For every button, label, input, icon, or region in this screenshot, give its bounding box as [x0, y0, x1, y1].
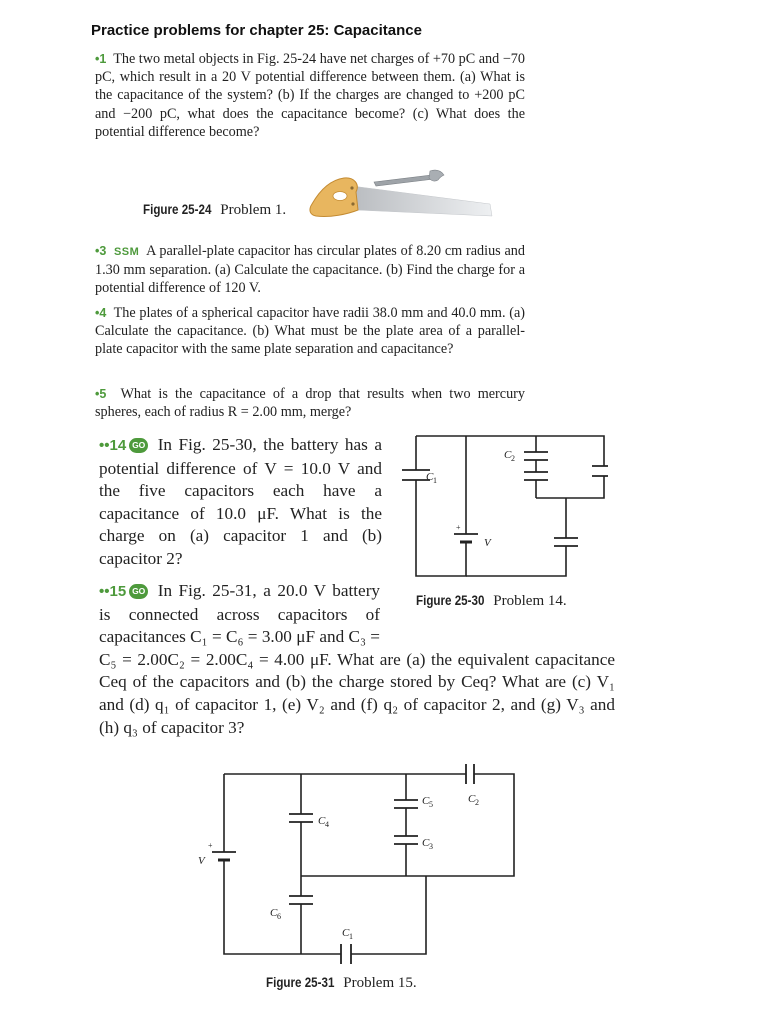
problem-number: •5	[95, 387, 107, 401]
figure-25-30-caption	[416, 593, 567, 610]
c4-subscript: 4	[325, 820, 329, 829]
problem-1	[95, 50, 525, 141]
figure-caption-text: Problem 15.	[343, 975, 417, 991]
c2-subscript: 2	[475, 798, 479, 807]
problem-14	[99, 434, 382, 571]
c1-label: C	[426, 471, 434, 483]
problem-3	[95, 242, 525, 298]
battery-plus-sign: +	[208, 841, 213, 850]
c3-label: C	[422, 837, 430, 849]
problem-number: ••14	[99, 437, 127, 454]
go-badge: GO	[129, 438, 148, 453]
problem-number: •1	[95, 52, 107, 66]
problem-text: What is the capacitance of a drop that results when two mercury spheres, each of radius R = 2.00 mm, merge?	[95, 386, 525, 421]
problem-text: In Fig. 25-31, a 20.0 V battery is connected across capacitors of capacitances C₁ = C₆ = 3.00 μF and C₃ = C₅ = 2.00C₂ = 2.00C₄ = 4.00 μF. What are (a) the equivalent capacitance Ceq of the capacitors and (b) the charge stored by Ceq? What are (c) V₁ and (d) q₁ of capacitor 1, (e) V₂ and (f) q₂ of capacitor 2, and (g) V₃ and (h) q₃ of capacitor 3?	[99, 581, 615, 737]
ssm-badge: SSM	[113, 246, 140, 258]
figure-label: Figure 25-24	[143, 202, 212, 217]
problem-text: The plates of a spherical capacitor have radii 38.0 mm and 40.0 mm. (a) Calculate the capacitance. (b) What must be the plate area of a parallel-plate capacitor with the same plate separation and capacitance?	[95, 305, 525, 358]
go-badge: GO	[129, 584, 148, 599]
c1-subscript: 1	[433, 476, 437, 485]
problem-number: •3	[95, 244, 107, 258]
c2-label: C	[468, 793, 476, 805]
problem-5	[95, 385, 525, 421]
figure-caption-text: Problem 1.	[220, 202, 287, 218]
saw-and-wrench-illustration	[300, 160, 500, 224]
problem-4	[95, 304, 525, 359]
c4-label: C	[318, 815, 326, 827]
battery-plus-sign: +	[456, 523, 461, 532]
c2-subscript: 2	[511, 454, 515, 463]
c6-subscript: 6	[277, 912, 281, 921]
problem-text: In Fig. 25-30, the battery has a potential difference of V = 10.0 V and the five capacitors each have a capacitance of 10.0 μF. What is the charge on (a) capacitor 1 and (b) capacitor 2?	[99, 435, 382, 568]
problem-text: The two metal objects in Fig. 25-24 have net charges of +70 pC and −70 pC, which result in a 20 V potential difference between them. (a) What is the capacitance of the system? (b) If the charges are changed to +200 pC and −200 pC, what does the capacitance become? (c) What does the potential difference become?	[95, 51, 525, 140]
c5-subscript: 5	[429, 800, 433, 809]
figure-25-24-caption	[143, 202, 286, 219]
figure-label: Figure 25-31	[266, 975, 335, 990]
c1-label: C	[342, 927, 350, 939]
figure-25-30-circuit	[396, 428, 608, 588]
problem-number: •4	[95, 306, 107, 320]
figure-caption-text: Problem 14.	[493, 593, 567, 609]
battery-voltage-label: V	[484, 537, 491, 549]
c3-subscript: 3	[429, 842, 433, 851]
problem-text: A parallel-plate capacitor has circular plates of 8.20 cm radius and 1.30 mm separation. (a) Calculate the capacitance. (b) Find the charge for a potential difference of 120 V.	[95, 243, 525, 297]
c5-label: C	[422, 795, 430, 807]
figure-25-31-circuit	[196, 756, 526, 966]
c6-label: C	[270, 907, 278, 919]
figure-label: Figure 25-30	[416, 593, 485, 608]
battery-voltage-label: V	[198, 855, 205, 867]
figure-float-spacer	[380, 580, 615, 648]
problem-number: ••15	[99, 583, 127, 600]
page-title: Practice problems for chapter 25: Capacitance	[91, 22, 422, 39]
c2-label: C	[504, 449, 512, 461]
figure-25-31-caption	[266, 975, 417, 992]
c1-subscript: 1	[349, 932, 353, 941]
